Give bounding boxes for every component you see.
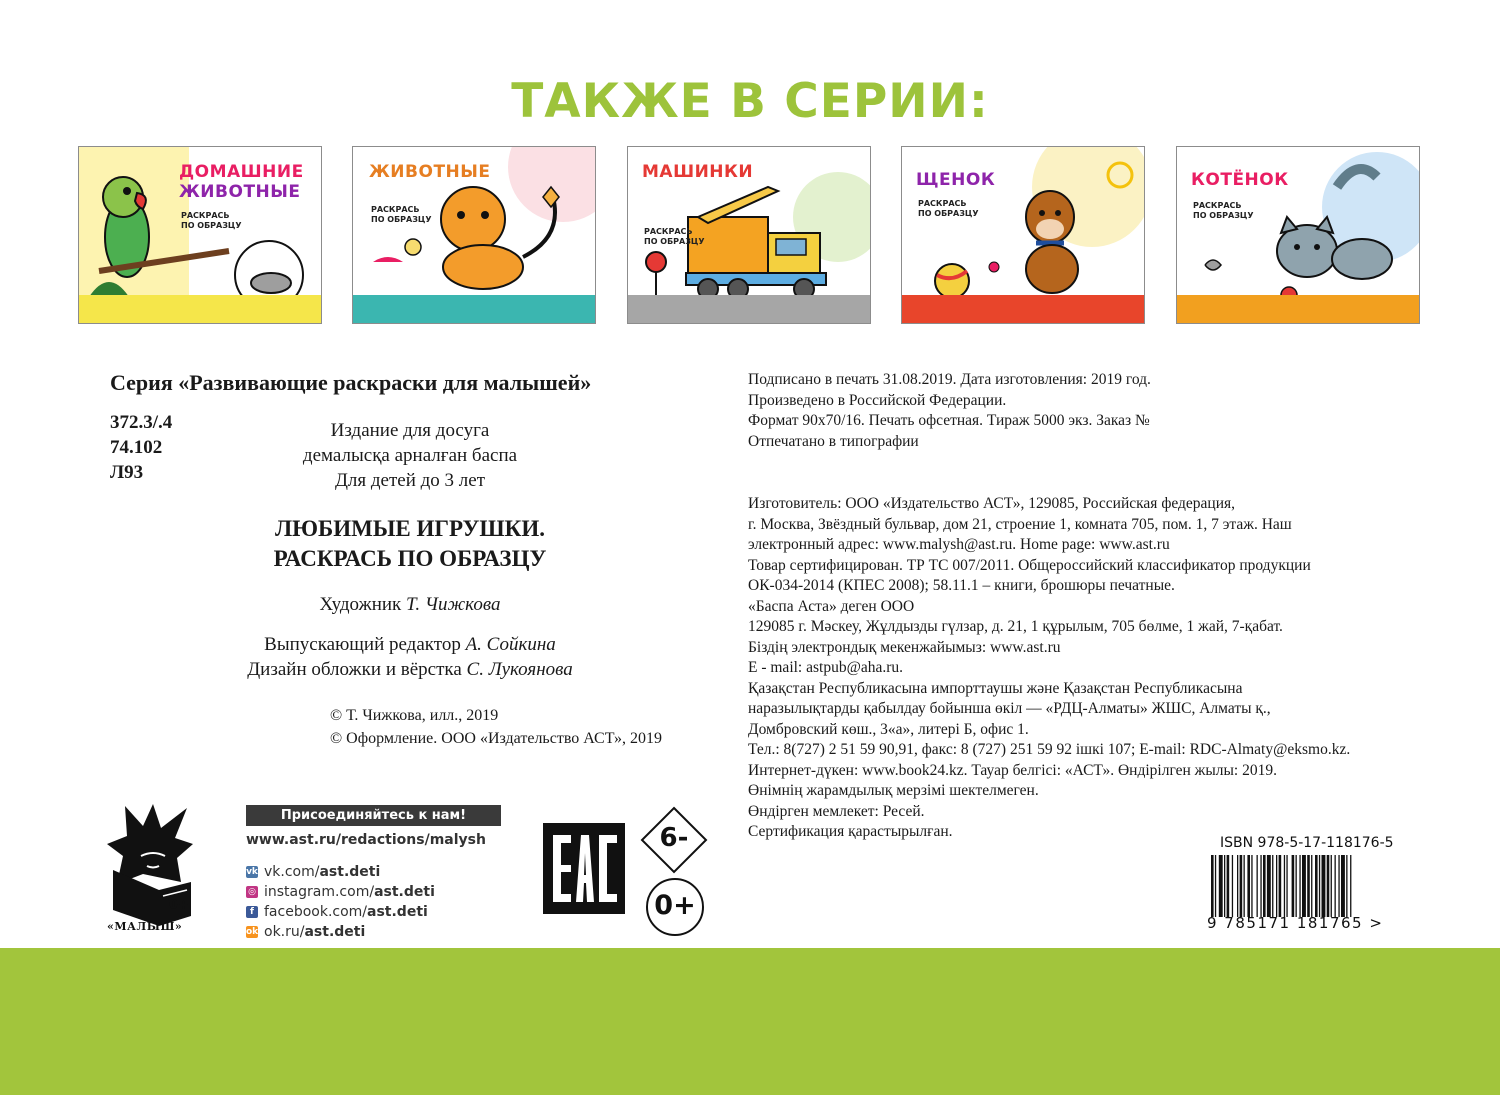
logo-age-mark: 0+ [169, 898, 189, 913]
book-subtitle-line2: ПО ОБРАЗЦУ [1193, 211, 1254, 220]
book-color-band [353, 295, 595, 323]
edition-info [190, 418, 630, 493]
manufacturer-line: Домбровский көш., 3«а», литері Б, офис 1. [748, 720, 1029, 738]
book-subtitle: РАСКРАСЬ [644, 227, 693, 236]
book-color-band [79, 295, 321, 323]
editor-credit [190, 632, 630, 657]
age-rating-label: 6- [659, 823, 689, 853]
social-link-facebook[interactable] [246, 902, 435, 922]
manufacturer-line: E - mail: astpub@aha.ru. [748, 659, 904, 676]
facebook-icon: f [246, 906, 258, 918]
artist-credit [190, 594, 630, 616]
series-book-cars [627, 146, 871, 324]
age-rating-label: 0+ [654, 890, 696, 921]
social-prefix: instagram.com/ [264, 884, 375, 900]
series-book-animals [352, 146, 596, 324]
classification-codes [110, 410, 172, 485]
social-links [246, 862, 435, 942]
malysh-logo [103, 800, 213, 940]
edition-line: демалысқа арналған баспа [302, 445, 518, 466]
book-title: ДОМАШНИЕ [179, 162, 304, 182]
barcode-icon [1207, 855, 1397, 919]
series-book-kitten [1176, 146, 1420, 324]
age-rating-6-minus [640, 806, 708, 874]
eac-logo-graphic [543, 823, 625, 914]
editor-credits [190, 632, 630, 682]
social-link-odnoklassniki[interactable] [246, 922, 435, 942]
book-title: КОТЁНОК [1191, 170, 1289, 190]
social-handle: ast.deti [367, 904, 428, 920]
manufacturer-line: «Баспа Аста» деген ООО [748, 597, 915, 615]
publisher-site-link[interactable]: www.ast.ru/redactions/malysh [246, 832, 486, 848]
age-rating-0-plus [645, 877, 705, 937]
book-subtitle: РАСКРАСЬ [1193, 201, 1242, 210]
author-mark: Л93 [110, 462, 144, 483]
book-subtitle: РАСКРАСЬ [918, 199, 967, 208]
manufacturer-line: г. Москва, Звёздный бульвар, дом 21, строение 1, комната 705, пом. 1, 7 этаж. Наш [748, 515, 1292, 533]
eac-certification-mark [543, 823, 625, 914]
copyright-line: © Оформление. ООО «Издательство АСТ», 2019 [330, 730, 663, 747]
book-title-line: РАСКРАСЬ ПО ОБРАЗЦУ [273, 546, 547, 571]
instagram-icon: ◎ [246, 886, 258, 898]
book-subtitle-line2: ПО ОБРАЗЦУ [918, 209, 979, 218]
designer-credit [190, 657, 630, 682]
series-heading: ТАКЖЕ В СЕРИИ: [511, 74, 989, 129]
manufacturer-info [748, 494, 1350, 843]
print-info-line: Произведено в Российской Федерации. [748, 391, 1007, 409]
manufacturer-line: ОК-034-2014 (КПЕС 2008); 58.11.1 – книги, брошюры печатные. [748, 577, 1175, 594]
artist-name: Т. Чижкова [406, 594, 501, 615]
manufacturer-line: Сертификация қарастырылған. [748, 823, 953, 840]
book-color-band [1177, 295, 1419, 323]
manufacturer-line: 129085 г. Мәскеу, Жұлдызды гүлзар, д. 21, 1 құрылым, 705 бөлме, 1 жай, 7-қабат. [748, 618, 1283, 635]
series-line: Серия «Развивающие раскраски для малышей» [110, 370, 592, 395]
book-subtitle-line2: ПО ОБРАЗЦУ [644, 237, 705, 246]
book-title-line2: ЖИВОТНЫЕ [179, 182, 301, 202]
copyright-line: © Т. Чижкова, илл., 2019 [330, 707, 499, 724]
book-subtitle-line2: ПО ОБРАЗЦУ [181, 221, 242, 230]
book-subtitle-line2: ПО ОБРАЗЦУ [371, 215, 432, 224]
isbn: ISBN 978-5-17-118176-5 [1220, 835, 1394, 851]
book-subtitle: РАСКРАСЬ [371, 205, 420, 214]
designer-name: С. Лукоянова [466, 659, 573, 680]
social-handle: ast.deti [319, 864, 381, 880]
print-info-line: Подписано в печать 31.08.2019. Дата изготовления: 2019 год. [748, 371, 1151, 388]
series-book-puppy [901, 146, 1145, 324]
bbk-code: 74.102 [110, 437, 163, 458]
print-info [748, 370, 1151, 452]
book-title-block [190, 514, 630, 574]
artist-role: Художник [319, 594, 407, 615]
join-us-banner: Присоединяйтесь к нам! [246, 805, 501, 826]
book-title-line: ЛЮБИМЫЕ ИГРУШКИ. [275, 516, 545, 541]
social-prefix: ok.ru/ [264, 924, 305, 940]
malysh-logo-graphic [103, 800, 213, 940]
book-color-band [902, 295, 1144, 323]
editor-role: Выпускающий редактор [264, 634, 466, 655]
vk-icon: vk [246, 867, 258, 877]
age-recommendation: Для детей до 3 лет [334, 470, 486, 491]
manufacturer-line: наразылықтарды қабылдау бойынша өкіл — «РДЦ-Алматы» ЖШС, Алматы қ., [748, 700, 1271, 717]
book-title: ЖИВОТНЫЕ [369, 162, 491, 182]
manufacturer-line: электронный адрес: www.malysh@ast.ru. Home page: www.ast.ru [748, 536, 1170, 553]
designer-role: Дизайн обложки и вёрстка [247, 659, 467, 680]
social-prefix: vk.com/ [264, 864, 320, 880]
barcode-digits: 9 785171 181765 > [1207, 914, 1384, 932]
manufacturer-line: Біздің электрондық мекенжайымыз: www.ast.ru [748, 638, 1061, 656]
social-handle: ast.deti [304, 924, 366, 940]
book-subtitle: РАСКРАСЬ [181, 211, 230, 220]
print-info-line: Формат 90x70/16. Печать офсетная. Тираж 5000 экз. Заказ № [748, 412, 1150, 429]
print-info-line: Отпечатано в типографии [748, 432, 919, 450]
manufacturer-line: Тел.: 8(727) 2 51 59 90,91, факс: 8 (727) 251 59 92 ішкі 107; E-mail: RDC-Almaty@eksmo.kz. [748, 741, 1351, 758]
manufacturer-line: Изготовитель: ООО «Издательство АСТ», 129085, Российская федерация, [748, 495, 1236, 512]
manufacturer-line: Товар сертифицирован. ТР ТС 007/2011. Общероссийский классификатор продукции [748, 556, 1311, 574]
edition-line: Издание для досуга [330, 420, 490, 441]
book-title: МАШИНКИ [642, 162, 754, 182]
social-prefix: facebook.com/ [264, 904, 368, 920]
social-handle: ast.deti [374, 884, 435, 900]
copyright-block [330, 704, 662, 750]
manufacturer-line: Интернет-дүкен: www.book24.kz. Тауар белгісі: «АСТ». Өндірілген жылы: 2019. [748, 761, 1277, 779]
book-color-band [628, 295, 870, 323]
manufacturer-line: Қазақстан Республикасына импорттаушы және Қазақстан Республикасына [748, 679, 1243, 697]
udk-code: 372.3/.4 [110, 412, 173, 433]
book-title: ЩЕНОК [916, 170, 996, 190]
manufacturer-line: Өнімнің жарамдылық мерзімі шектелмеген. [748, 782, 1039, 799]
odnoklassniki-icon: ok [246, 927, 259, 937]
editor-name: А. Сойкина [465, 634, 556, 655]
manufacturer-line: Өндірген мемлекет: Ресей. [748, 802, 925, 820]
logo-wordmark: «МАЛЫШ» [107, 920, 183, 933]
footer-band [0, 948, 1500, 1095]
social-link-instagram[interactable] [246, 882, 435, 902]
social-link-vk[interactable] [246, 862, 435, 882]
series-book-domestic-animals [78, 146, 322, 324]
